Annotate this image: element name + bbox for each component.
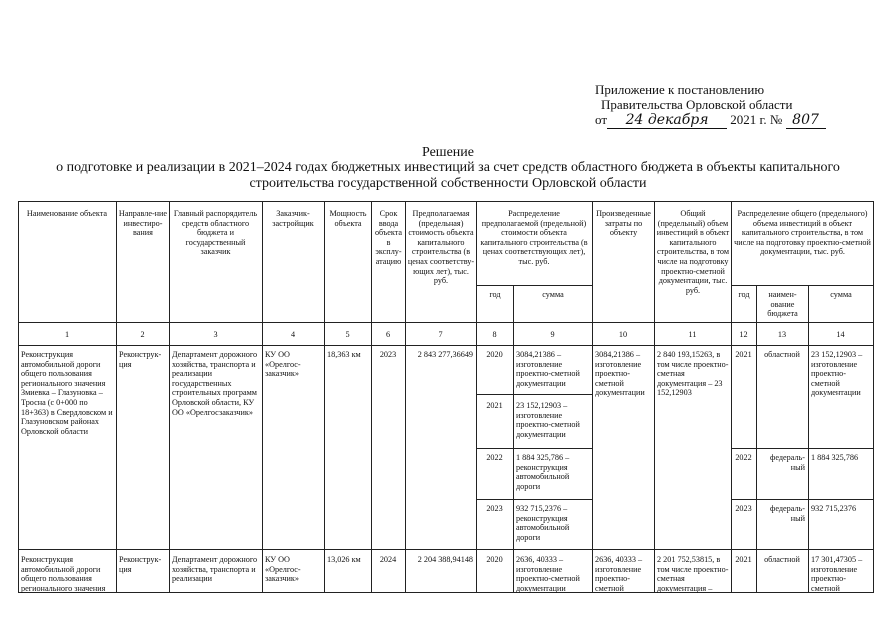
appendix-date-line — [595, 112, 835, 129]
document-title-line-1: о подготовке и реализации в 2021–2024 годах бюджетных инвестиций за счет средств областного бюджета в объекты капитального — [56, 160, 840, 175]
row-separator — [18, 549, 874, 550]
colnum-11: 11 — [688, 330, 697, 339]
row1-alloc-budget-1: областной — [764, 350, 800, 359]
document-heading: Решение — [421, 145, 474, 160]
header-bottom-line — [18, 322, 874, 323]
header-total: Общий (предельный) объем инвестиций в объект капитального строительства, в том числе на подготовку проектно-сметной документации, тыс. руб. — [656, 209, 730, 295]
header-direction: Направле-ние инвестиро-вания — [118, 209, 168, 238]
colnum-8: 8 — [492, 330, 497, 339]
col-line-5 — [371, 201, 372, 593]
row1-total: 2 840 193,15263, в том числе проектно-сметная документация – 23 152,12903 — [657, 350, 729, 398]
colnum-12: 12 — [739, 330, 748, 339]
row1-term: 2023 — [379, 350, 397, 359]
row1-alloc-budget-3: федераль-ный — [770, 504, 805, 523]
appendix-block — [595, 82, 835, 129]
col-line-2 — [169, 201, 170, 593]
colnum-bottom-line — [18, 345, 874, 346]
row1-alloc-year-1: 2021 — [735, 350, 752, 359]
header-manager: Главный распорядитель средств областного бюджета и государственный заказчик — [173, 209, 258, 257]
row2-alloc-sum: 17 301,47305 – изготовление проектно-сметной — [811, 555, 863, 593]
colnum-10: 10 — [618, 330, 628, 339]
row1-dist-sum-2: 23 152,12903 – изготовление проектно-сметной документации — [516, 401, 580, 439]
colnum-5: 5 — [345, 330, 350, 339]
row1-direction: Реконструк-ция — [119, 350, 162, 369]
col-line-7 — [476, 201, 477, 593]
date-prefix: от — [595, 112, 608, 127]
row2-cost: 2 204 388,94148 — [417, 555, 473, 564]
row1-cost: 2 843 277,36649 — [417, 350, 473, 359]
colnum-2: 2 — [140, 330, 145, 339]
header-allocation: Распределение общего (предельного) объема инвестиций в объект капитального строительства, в том числе на подготовку проектно-сметной документации, тыс. руб. — [734, 209, 871, 257]
colnum-4: 4 — [290, 330, 296, 339]
row1-dist-sum-4: 932 715,2376 – реконструкция автомобильной дороги — [516, 504, 570, 542]
colnum-9: 9 — [550, 330, 555, 339]
row1-customer: КУ ОО «Орелгос-заказчик» — [265, 350, 301, 379]
row1-split-2022 — [476, 448, 592, 449]
row2-object-name: Реконструкция автомобильной дороги общего пользования регионального значения — [21, 555, 106, 593]
row1-dist-year-1: 2020 — [486, 350, 503, 359]
header-customer: Заказчик-застройщик — [272, 209, 314, 228]
row2-manager: Департамент дорожного хозяйства, транспорта и реализации — [172, 555, 258, 584]
row2-capacity: 13,026 км — [327, 555, 361, 564]
header-alloc-budget: наимен-ование бюджета — [767, 290, 798, 319]
row2-dist-sum: 2636, 40333 – изготовление проектно-сметной документации — [516, 555, 580, 593]
subheader-line-dist — [476, 285, 592, 286]
subheader-line-alloc — [731, 285, 874, 286]
row1-alloc-sum-1: 23 152,12903 – изготовление проектно-сметной документации — [811, 350, 863, 398]
colnum-3: 3 — [213, 330, 218, 339]
row1-object-name: Реконструкция автомобильной дороги общего пользования регионального значения Змиевка – Глазуновка – Тросна (с 0+000 по 18+363) в Свердловском и Глазуновском районах Орловской области — [21, 350, 113, 436]
row1-dist-sum-3: 1 884 325,786 – реконструкция автомобильной дороги — [516, 453, 570, 491]
col-line-3 — [262, 201, 263, 593]
col-line-9 — [592, 201, 593, 593]
row1-alloc-split-2022 — [731, 448, 874, 449]
row1-capacity: 18,363 км — [327, 350, 361, 359]
row1-split-2021 — [476, 394, 592, 395]
col-line-0 — [18, 201, 19, 593]
row2-term: 2024 — [379, 555, 397, 564]
row1-alloc-budget-2: федераль-ный — [770, 453, 805, 472]
row1-alloc-split-2023 — [731, 499, 874, 500]
header-object-name: Наименование объекта — [26, 209, 108, 218]
row2-customer: КУ ОО «Орелгос-заказчик» — [265, 555, 301, 584]
appendix-line-2: Правительства Орловской области — [601, 97, 793, 112]
row2-spent: 2636, 40333 – изготовление проектно-сметной — [595, 555, 643, 593]
row2-alloc-year: 2021 — [735, 555, 752, 564]
header-alloc-sum: сумма — [830, 290, 852, 299]
row2-direction: Реконструк-ция — [119, 555, 162, 574]
investment-table — [18, 201, 874, 593]
colnum-14: 14 — [836, 330, 845, 339]
row1-dist-sum-1: 3084,21386 – изготовление проектно-сметной документации — [516, 350, 580, 388]
colnum-13: 13 — [777, 330, 787, 339]
row2-alloc-budget: областной — [764, 555, 800, 564]
col-line-11 — [731, 201, 732, 593]
row1-dist-year-3: 2022 — [486, 453, 503, 462]
col-line-4 — [324, 201, 325, 593]
col-line-10 — [654, 201, 655, 593]
colnum-6: 6 — [385, 330, 391, 339]
row1-alloc-sum-2: 1 884 325,786 — [811, 453, 859, 462]
row1-split-2023 — [476, 499, 592, 500]
header-term: Срок ввода объекта в эксплу-атацию — [374, 209, 403, 266]
header-alloc-year: год — [738, 290, 750, 299]
header-spent: Произведенные затраты по объекту — [596, 209, 651, 238]
colnum-7: 7 — [438, 330, 443, 339]
header-capacity: Мощность объекта — [329, 209, 367, 228]
row1-dist-year-4: 2023 — [486, 504, 503, 513]
header-dist-sum: сумма — [542, 290, 564, 299]
handwritten-number: 807 — [786, 113, 826, 129]
col-line-1 — [116, 201, 117, 593]
row1-spent: 3084,21386 – изготовление проектно-сметной документации — [595, 350, 645, 398]
row1-dist-year-2: 2021 — [486, 401, 503, 410]
document-title-line-2: строительства государственной собственности Орловской области — [249, 176, 647, 191]
row2-dist-year: 2020 — [486, 555, 503, 564]
row1-alloc-year-3: 2023 — [735, 504, 752, 513]
header-cost: Предполагаемая (предельная) стоимость объекта капитального строительства (в ценах соответству-ющих лет), тыс. руб. — [407, 209, 475, 286]
colnum-1: 1 — [64, 330, 70, 339]
appendix-line-1: Приложение к постановлению — [595, 82, 765, 97]
col-line-6 — [405, 201, 406, 593]
row1-alloc-sum-3: 932 715,2376 — [811, 504, 857, 513]
header-distribution: Распределение предполагаемой (предельной) стоимости объекта капитального строительства (в ценах соответствующих лет), тыс. руб. — [480, 209, 588, 266]
col-line-14 — [873, 201, 874, 593]
header-dist-year: год — [489, 290, 501, 299]
table-border-top — [18, 201, 874, 202]
row2-total: 2 201 752,53815, в том числе проектно-сметная документация – — [657, 555, 729, 593]
row1-alloc-year-2: 2022 — [735, 453, 752, 462]
table-border-bottom — [18, 592, 874, 593]
handwritten-date: 24 декабря — [607, 113, 727, 129]
year-text: 2021 г. № — [730, 112, 783, 127]
row1-manager: Департамент дорожного хозяйства, транспорта и реализации государственных строительных программ Орловской области, КУ ОО «Орелгосзаказчик» — [172, 350, 258, 417]
